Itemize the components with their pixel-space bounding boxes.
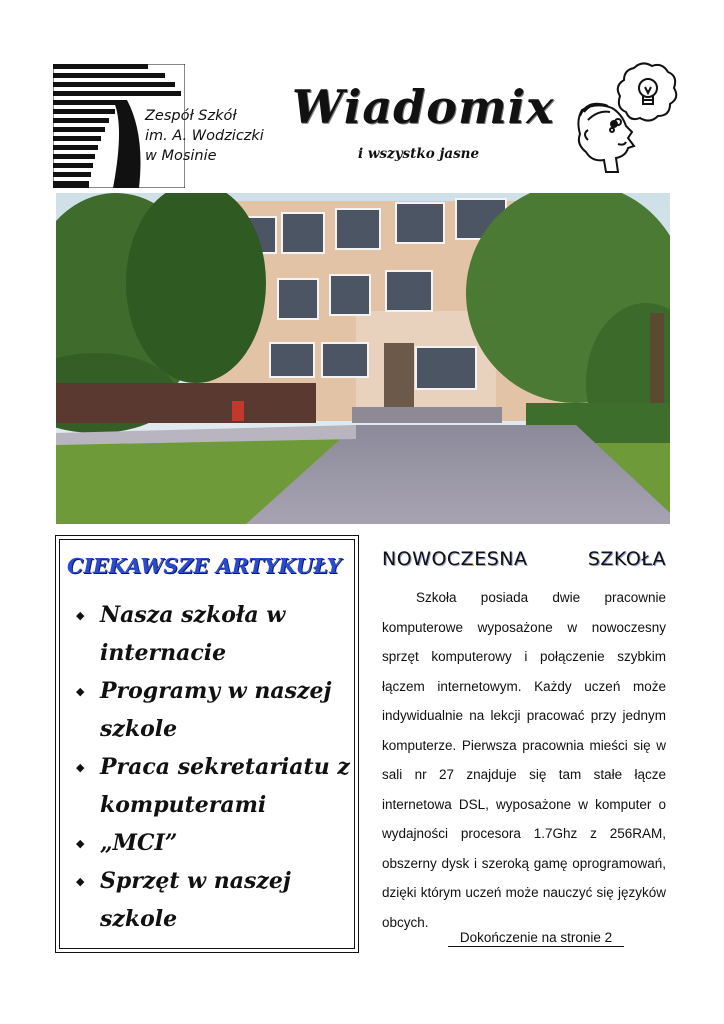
newsletter-title: Wiadomix xyxy=(292,80,555,134)
featured-articles-heading: CIEKAWSZE ARTYKUŁY xyxy=(67,554,342,578)
bullet-icon: ◆ xyxy=(76,837,85,850)
featured-articles-list xyxy=(60,596,358,938)
bullet-icon: ◆ xyxy=(76,685,85,698)
article-item-sprzet xyxy=(60,862,358,938)
article-item-label: Praca sekretariatu z komputerami xyxy=(100,754,350,818)
school-name-line2: im. A. Wodziczki xyxy=(145,128,264,144)
article-item-label: Programy w naszej szkole xyxy=(100,678,332,742)
article-item-label: Nasza szkoła w internacie xyxy=(100,602,286,666)
featured-articles-inner-frame xyxy=(59,539,355,949)
mascot-lightbulb-icon xyxy=(572,60,678,178)
bullet-icon: ◆ xyxy=(76,761,85,774)
school-name xyxy=(145,106,264,166)
featured-articles-box xyxy=(55,535,359,953)
article-item-internat xyxy=(60,596,358,672)
lead-article-title xyxy=(382,548,666,570)
school-logo xyxy=(53,64,286,188)
article-item-label: „MCI” xyxy=(100,830,178,856)
school-building-photo xyxy=(56,193,670,524)
school-name-line3: w Mosinie xyxy=(145,148,217,164)
article-item-label: Sprzęt w naszej szkole xyxy=(100,868,291,932)
newsletter-subtitle: i wszystko jasne xyxy=(358,146,480,162)
lead-article-title-word1: NOWOCZESNA xyxy=(382,548,528,570)
bullet-icon: ◆ xyxy=(76,875,85,888)
article-item-sekretariat xyxy=(60,748,358,824)
lead-article-body: Szkoła posiada dwie pracownie komputerowe wyposażone w nowoczesny sprzęt komputerowy i połączenie szybkim łączem internetowym. Każdy uczeń może indywidualnie na lekcji pracować przy jednym komputerze. Pierwsza pracownia mieści się w sali nr 27 znajduje się tam stałe łącze internetowa DSL, wyposażone w komputer o wydajności procesora 1.7Ghz z 256RAM, obszerny dysk i szeroką gamę oprogramowań, dzięki którym uczeń może nauczyć się języków obcych. xyxy=(382,590,666,930)
bullet-icon: ◆ xyxy=(76,609,85,622)
article-item-mci xyxy=(60,824,358,862)
article-item-programy xyxy=(60,672,358,748)
school-name-line1: Zespół Szkół xyxy=(145,108,237,124)
lead-article-title-word2: SZKOŁA xyxy=(587,548,666,570)
continued-on-page-link[interactable]: Dokończenie na stronie 2 xyxy=(448,930,624,947)
